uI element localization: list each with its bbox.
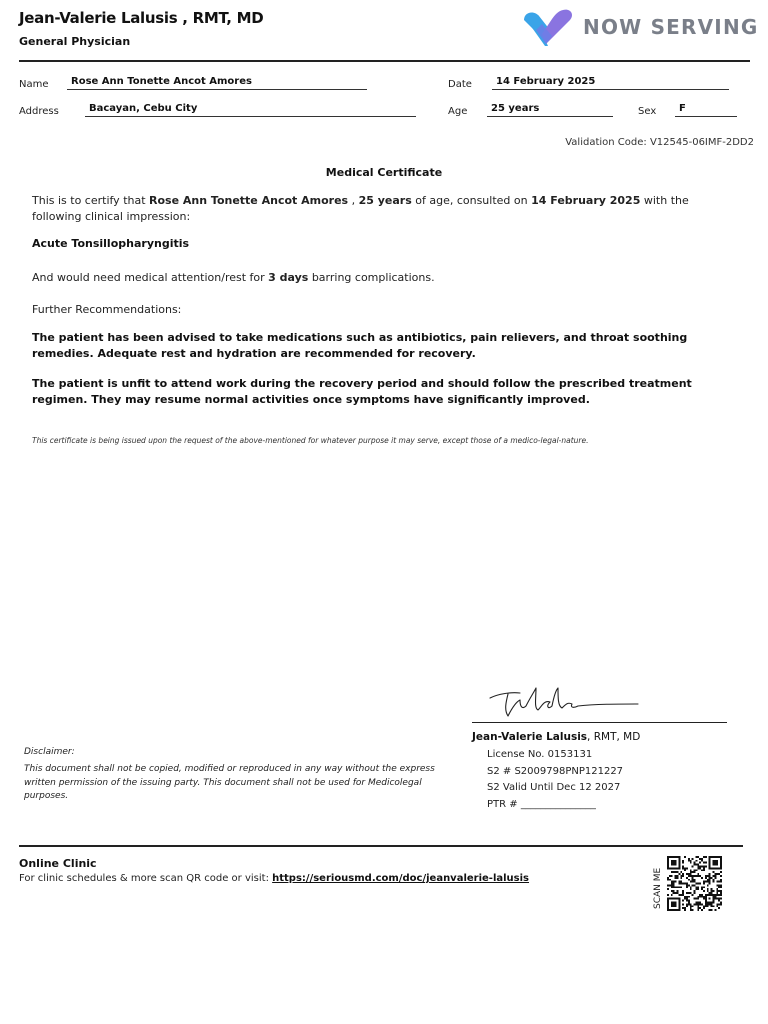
signatory-name-text: Jean-Valerie Lalusis	[472, 731, 588, 743]
certify-age: 25 years	[358, 194, 412, 207]
logo-text: NOW SERVING	[583, 15, 759, 39]
rest-statement	[32, 270, 435, 286]
certify-prefix: This is to certify that	[32, 194, 150, 207]
clinic-text-prefix: For clinic schedules & more scan QR code or visit:	[19, 873, 273, 884]
signature-line	[472, 722, 727, 723]
recommendation-1: The patient has been advised to take medications such as antibiotics, pain relievers, and throat soothing remedies. Adequate rest and hydration are recommended for recovery.	[32, 331, 688, 360]
signatory-name	[472, 731, 640, 743]
patient-name-value: Rose Ann Tonette Ancot Amores	[67, 76, 367, 90]
sex-label: Sex	[638, 106, 657, 117]
scan-me-text: SCAN ME	[653, 867, 663, 909]
name-label: Name	[19, 79, 49, 90]
recommendation-2: The patient is unfit to attend work during the recovery period and should follow the prescribed treatment regimen. They may resume normal activities once symptoms have significantly improved.	[32, 377, 692, 406]
clinic-link[interactable]: https://seriousmd.com/doc/jeanvalerie-lalusis	[272, 873, 530, 884]
certify-mid: of age, consulted on	[411, 194, 532, 207]
s2-number: S2 # S2009798PNP121227	[487, 766, 624, 777]
certify-patient-name: Rose Ann Tonette Ancot Amores	[149, 194, 349, 207]
now-serving-logo	[522, 8, 759, 50]
further-recommendations-label: Further Recommendations:	[32, 303, 182, 316]
qr-code-icon[interactable]	[666, 856, 723, 911]
signatory-credentials: , RMT, MD	[587, 731, 641, 743]
doctor-title: General Physician	[19, 35, 131, 48]
online-clinic-text	[19, 873, 529, 884]
rest-days: 3 days	[268, 271, 309, 284]
disclaimer-text: This document shall not be copied, modified or reproduced in any way without the express written permission of the issuing party. This document shall not be used for Medicolegal purposes.	[24, 764, 435, 801]
validation-code: Validation Code: V12545-06IMF-2DD2	[565, 137, 754, 148]
rest-prefix: And would need medical attention/rest for	[32, 271, 269, 284]
rest-suffix: barring complications.	[308, 271, 435, 284]
diagnosis: Acute Tonsillopharyngitis	[32, 237, 190, 250]
date-label: Date	[448, 79, 472, 90]
certify-date: 14 February 2025	[531, 194, 641, 207]
address-label: Address	[19, 106, 59, 117]
certify-sep: ,	[348, 194, 359, 207]
ptr-number: PTR # _______________	[487, 799, 596, 810]
footer-divider	[19, 845, 743, 847]
certificate-title: Medical Certificate	[325, 166, 443, 179]
doctor-name: Jean-Valerie Lalusis , RMT, MD	[19, 9, 264, 27]
date-value: 14 February 2025	[492, 76, 729, 90]
disclaimer-heading: Disclaimer:	[24, 747, 75, 757]
s2-validity: S2 Valid Until Dec 12 2027	[487, 782, 621, 793]
online-clinic-heading: Online Clinic	[19, 857, 97, 870]
heart-logo-icon	[522, 8, 578, 50]
age-value: 25 years	[487, 103, 613, 117]
issuance-note: This certificate is being issued upon the request of the above-mentioned for whatever purpose it may serve, except those of a medico-legal-nature.	[32, 436, 589, 445]
sex-value: F	[675, 103, 737, 117]
certify-suffix: with the following clinical impression:	[32, 194, 689, 223]
age-label: Age	[448, 106, 468, 117]
license-number: License No. 0153131	[487, 749, 593, 760]
header-divider	[19, 60, 750, 62]
handwritten-signature	[486, 684, 646, 724]
certification-statement	[32, 193, 732, 225]
address-value: Bacayan, Cebu City	[85, 103, 416, 117]
